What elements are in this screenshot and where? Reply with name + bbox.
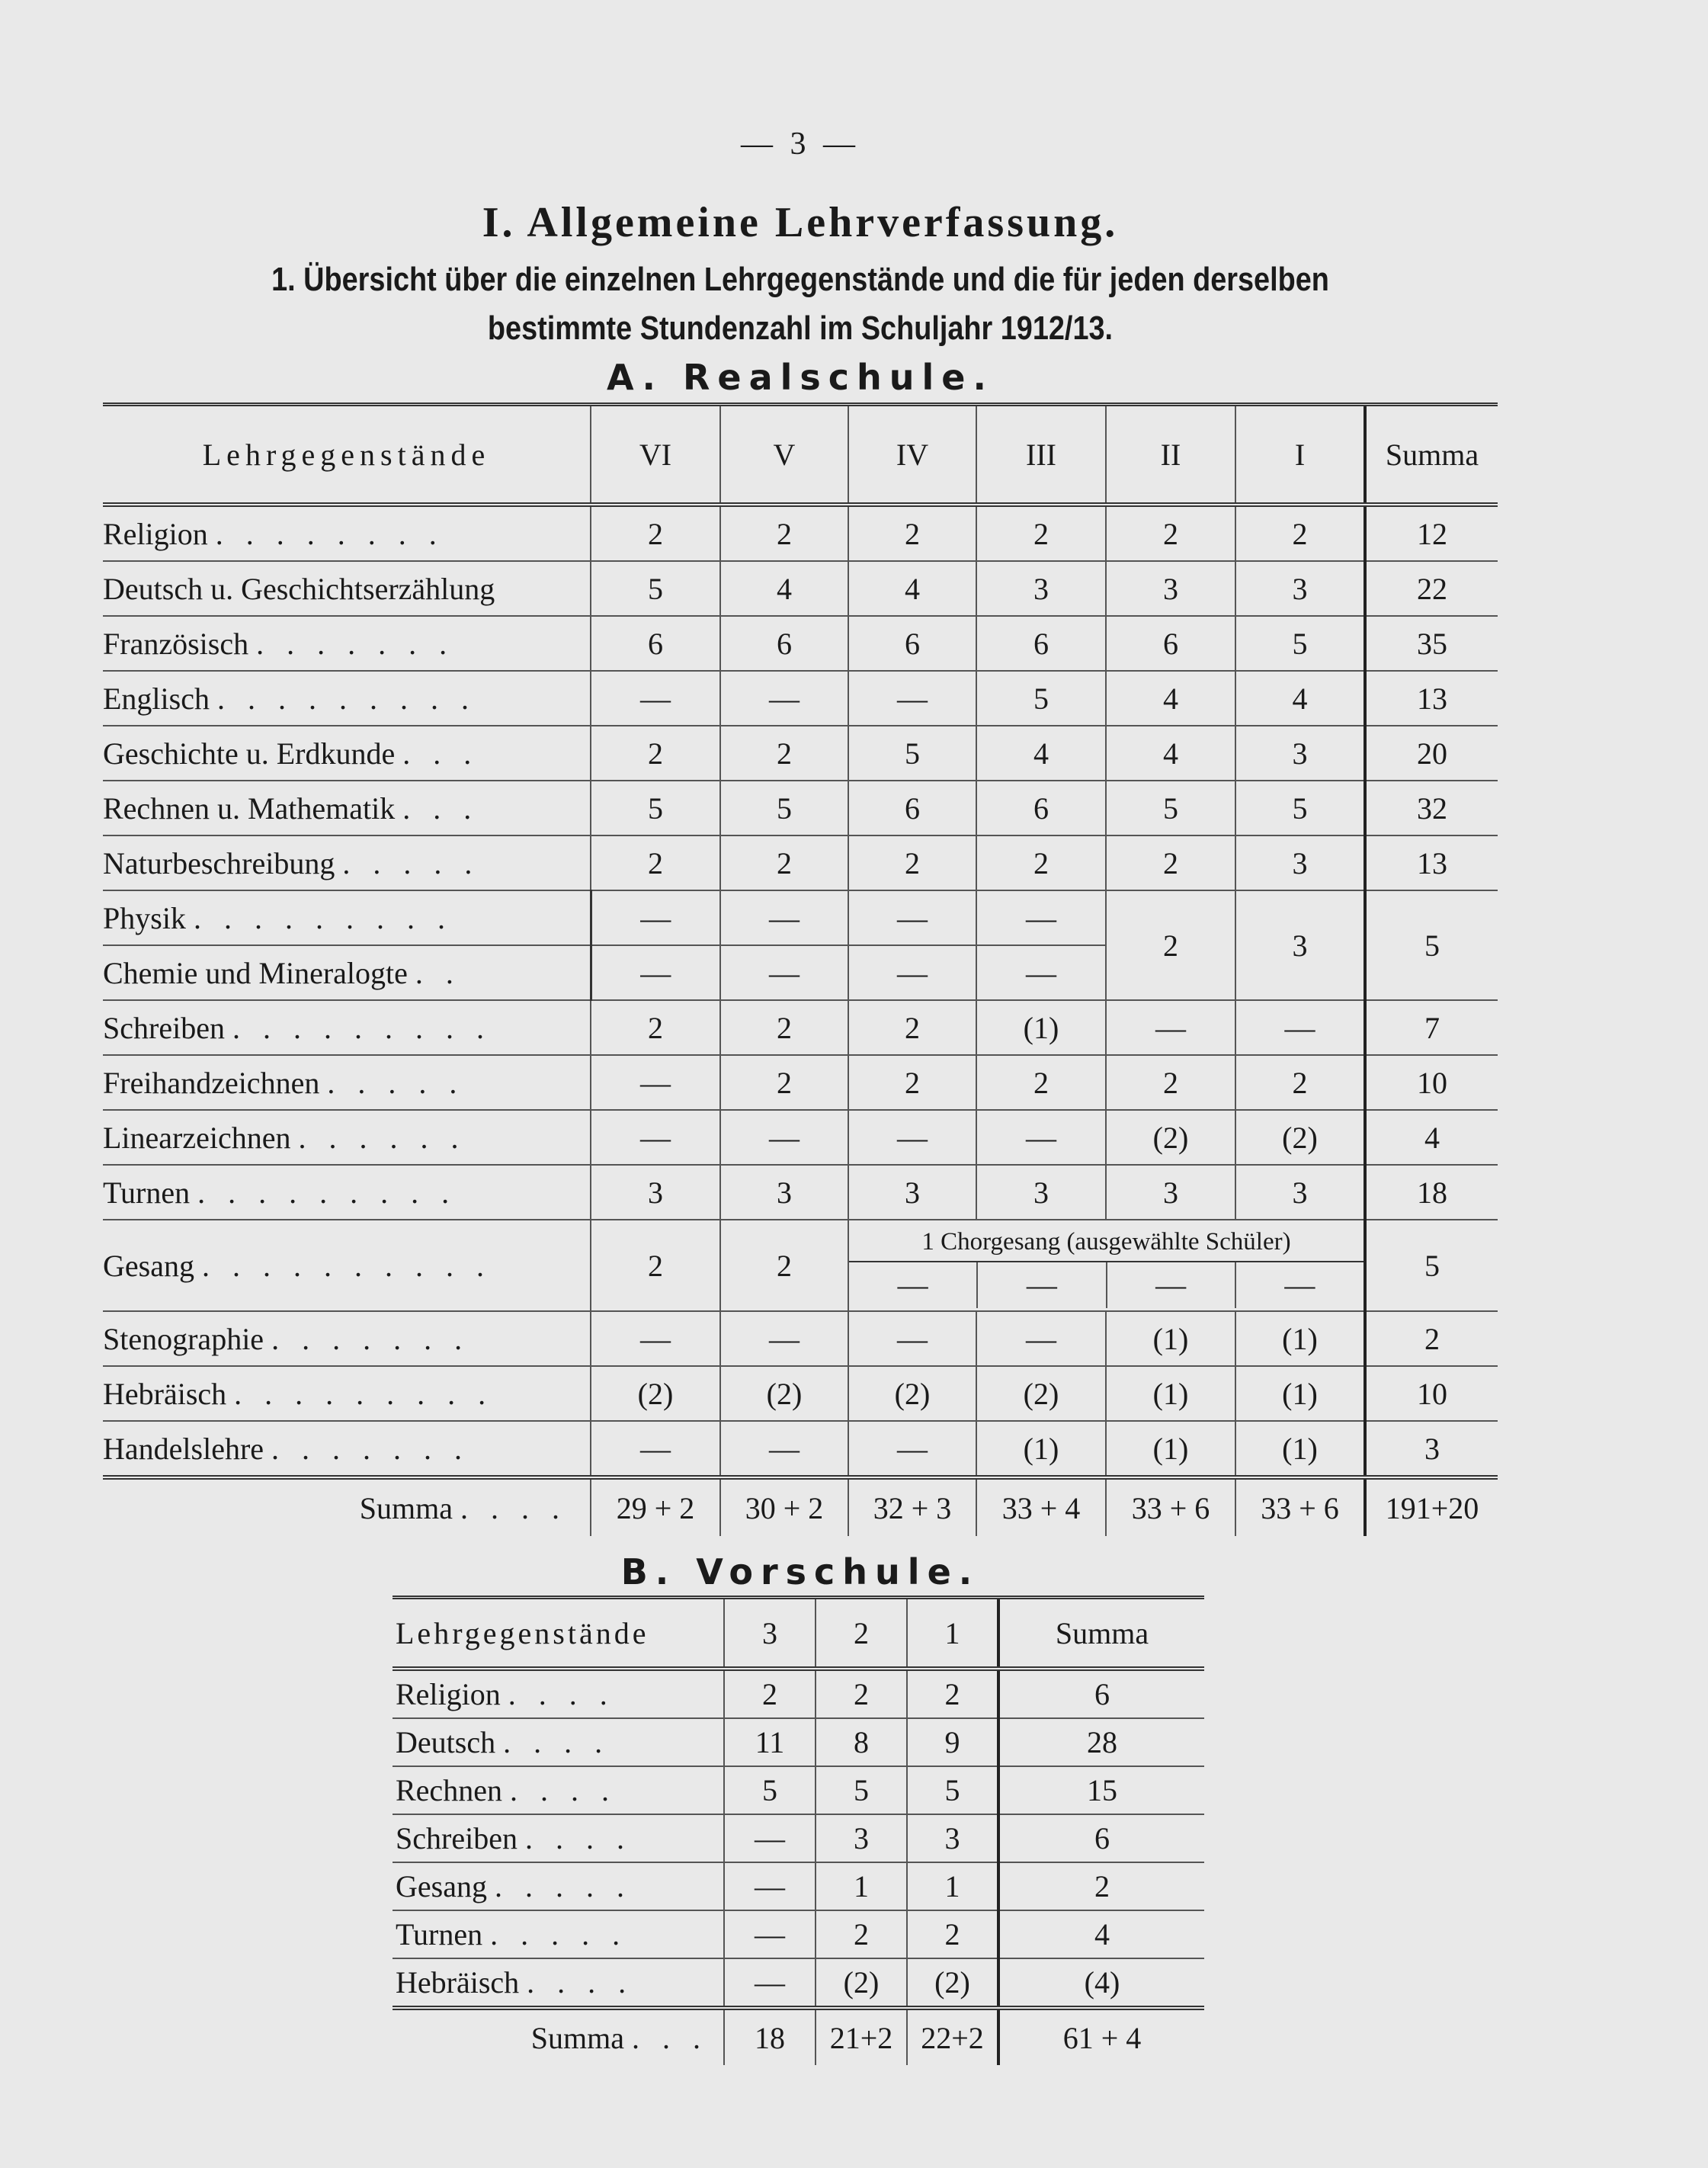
leader-dots: . . . . . . . . . bbox=[197, 1175, 457, 1210]
leader-dots: . . . . bbox=[508, 1677, 615, 1711]
value-cell: 2 bbox=[816, 1669, 907, 1718]
subject-name: Turnen bbox=[103, 1175, 191, 1210]
value-cell: 6 bbox=[720, 616, 848, 671]
value-cell: — bbox=[720, 1421, 848, 1477]
subject-name: Religion bbox=[103, 516, 208, 551]
leader-dots: . . bbox=[415, 955, 461, 990]
subject-cell bbox=[103, 1000, 591, 1055]
sum-cell-shared: 5 bbox=[1365, 890, 1498, 1000]
sum-cell: 4 bbox=[998, 1910, 1204, 1958]
subject-cell bbox=[103, 505, 591, 561]
value-cell: 3 bbox=[907, 1814, 998, 1862]
value-cell: 2 bbox=[720, 505, 848, 561]
subtitle bbox=[210, 255, 1390, 353]
value-cell: — bbox=[848, 1110, 976, 1165]
value-cell: 5 bbox=[976, 671, 1106, 726]
sum-cell: 20 bbox=[1365, 726, 1498, 781]
leader-dots: . . . . . . . bbox=[256, 626, 455, 661]
subject-name: Rechnen bbox=[396, 1773, 502, 1807]
value-cell: 6 bbox=[848, 616, 976, 671]
value-cell: 2 bbox=[591, 1220, 720, 1311]
leader-dots: . . . bbox=[402, 791, 479, 826]
value-cell: — bbox=[897, 1268, 928, 1302]
subject-name: Deutsch bbox=[396, 1725, 496, 1759]
table-row-schreiben bbox=[393, 1814, 1204, 1862]
summa-value-cell: 29 + 2 bbox=[591, 1477, 720, 1536]
table-row-rechnen-u-mathematik bbox=[103, 781, 1498, 835]
value-cell: — bbox=[1235, 1262, 1364, 1308]
value-cell: 2 bbox=[720, 1000, 848, 1055]
value-cell: 2 bbox=[591, 835, 720, 890]
value-cell: 2 bbox=[720, 726, 848, 781]
sum-cell: 2 bbox=[998, 1862, 1204, 1910]
leader-dots: . . . . bbox=[527, 1965, 634, 2000]
subject-cell bbox=[393, 1910, 724, 1958]
value-cell: 2 bbox=[1235, 1055, 1365, 1110]
sum-cell: (4) bbox=[998, 1958, 1204, 2008]
vorschule-table bbox=[393, 1596, 1204, 2065]
value-cell: (1) bbox=[1235, 1366, 1365, 1421]
subject-cell bbox=[103, 1110, 591, 1165]
sum-cell: 32 bbox=[1365, 781, 1498, 835]
value-cell: 5 bbox=[720, 781, 848, 835]
table-row-geschichte-u-erdkunde bbox=[103, 726, 1498, 781]
value-cell: — bbox=[976, 1110, 1106, 1165]
summa-value-cell: 33 + 4 bbox=[976, 1477, 1106, 1536]
value-cell: (1) bbox=[1106, 1421, 1235, 1477]
sum-cell: 35 bbox=[1365, 616, 1498, 671]
sum-cell: 3 bbox=[1365, 1421, 1498, 1477]
chorgesang-values bbox=[849, 1261, 1364, 1308]
subject-name: Schreiben bbox=[396, 1821, 518, 1855]
subject-cell bbox=[103, 945, 591, 1000]
subject-cell bbox=[393, 1669, 724, 1718]
value-cell: 2 bbox=[907, 1669, 998, 1718]
table-row-schreiben bbox=[103, 1000, 1498, 1055]
sum-cell: 22 bbox=[1365, 561, 1498, 616]
sum-cell: 12 bbox=[1365, 505, 1498, 561]
leader-dots: . . . . . bbox=[494, 1869, 632, 1903]
value-cell: 2 bbox=[591, 726, 720, 781]
value-cell: 3 bbox=[1235, 835, 1365, 890]
header-class-vi: VI bbox=[591, 405, 720, 505]
header-class-v: V bbox=[720, 405, 848, 505]
leader-dots: . . . . . bbox=[327, 1065, 465, 1100]
value-cell: — bbox=[720, 890, 848, 945]
leader-dots: . . . . bbox=[503, 1725, 610, 1759]
subject-name: Gesang bbox=[396, 1869, 487, 1903]
value-cell: — bbox=[1235, 1000, 1365, 1055]
summa-label-cell bbox=[103, 1477, 591, 1536]
leader-dots: . . . . . . bbox=[298, 1120, 466, 1155]
value-cell: (2) bbox=[591, 1366, 720, 1421]
sum-cell: 13 bbox=[1365, 835, 1498, 890]
value-cell: 4 bbox=[1235, 671, 1365, 726]
subject-name: Hebräisch bbox=[396, 1965, 520, 2000]
value-cell: 3 bbox=[816, 1814, 907, 1862]
value-cell: 2 bbox=[720, 835, 848, 890]
value-cell: 2 bbox=[591, 505, 720, 561]
summa-label: Summa bbox=[530, 2020, 624, 2055]
table-row-freihandzeichnen bbox=[103, 1055, 1498, 1110]
value-cell: — bbox=[848, 671, 976, 726]
header-lehrgegenstaende: Lehrgegenstände bbox=[103, 405, 591, 505]
value-cell: (2) bbox=[720, 1366, 848, 1421]
table-row-deutsch bbox=[393, 1718, 1204, 1766]
table-row-summa bbox=[103, 1477, 1498, 1536]
sum-cell: 18 bbox=[1365, 1165, 1498, 1220]
value-cell: 11 bbox=[724, 1718, 816, 1766]
subject-cell bbox=[103, 616, 591, 671]
value-cell: — bbox=[848, 890, 976, 945]
leader-dots: . . . . . . . bbox=[271, 1431, 470, 1466]
header-class-iv: IV bbox=[848, 405, 976, 505]
subject-cell bbox=[393, 1766, 724, 1814]
value-cell: 5 bbox=[591, 781, 720, 835]
value-cell: 1 bbox=[816, 1862, 907, 1910]
leader-dots: . . . . . . . bbox=[271, 1321, 470, 1356]
value-cell: (1) bbox=[1106, 1311, 1235, 1366]
subject-name: Französisch bbox=[103, 626, 249, 661]
header-summa: Summa bbox=[998, 1598, 1204, 1669]
table-row-naturbeschreibung bbox=[103, 835, 1498, 890]
value-cell: — bbox=[720, 945, 848, 1000]
value-cell-shared-ii: 2 bbox=[1106, 890, 1235, 1000]
table-row-turnen bbox=[103, 1165, 1498, 1220]
table-row-linearzeichnen bbox=[103, 1110, 1498, 1165]
value-cell: 2 bbox=[591, 1000, 720, 1055]
value-cell: 8 bbox=[816, 1718, 907, 1766]
subject-cell bbox=[393, 1718, 724, 1766]
value-cell: 2 bbox=[724, 1669, 816, 1718]
chorgesang-note: 1 Chorgesang (ausgewählte Schüler) bbox=[921, 1228, 1291, 1256]
value-cell: 1 bbox=[907, 1862, 998, 1910]
value-cell-shared-i: 3 bbox=[1235, 890, 1365, 1000]
summa-value-cell: 22+2 bbox=[907, 2008, 998, 2065]
leader-dots: . . . . bbox=[509, 1773, 617, 1807]
main-title: I. Allgemeine Lehrverfassung. bbox=[482, 199, 1119, 246]
subject-name: Chemie und Mineralogte bbox=[103, 955, 408, 990]
sum-cell: 2 bbox=[1365, 1311, 1498, 1366]
subject-name: Deutsch u. Geschichtserzählung bbox=[103, 571, 495, 606]
chorgesang-cell bbox=[848, 1220, 1365, 1311]
value-cell: (1) bbox=[1235, 1421, 1365, 1477]
value-cell: 4 bbox=[976, 726, 1106, 781]
summa-value-cell: 30 + 2 bbox=[720, 1477, 848, 1536]
subject-cell bbox=[103, 1055, 591, 1110]
header-class-1: 1 bbox=[907, 1598, 998, 1669]
table-row-handelslehre bbox=[103, 1421, 1498, 1477]
value-cell: — bbox=[976, 1262, 1105, 1308]
leader-dots: . . . . bbox=[460, 1490, 567, 1525]
value-cell: — bbox=[720, 671, 848, 726]
realschule-table bbox=[103, 402, 1498, 1536]
value-cell: 6 bbox=[591, 616, 720, 671]
table-row-gesang bbox=[393, 1862, 1204, 1910]
table-row-rechnen bbox=[393, 1766, 1204, 1814]
value-cell: — bbox=[724, 1814, 816, 1862]
value-cell: 5 bbox=[816, 1766, 907, 1814]
value-cell: 9 bbox=[907, 1718, 998, 1766]
value-cell: 2 bbox=[907, 1910, 998, 1958]
subject-name: Linearzeichnen bbox=[103, 1120, 291, 1155]
value-cell: 3 bbox=[1106, 1165, 1235, 1220]
subject-name: Rechnen u. Mathematik bbox=[103, 791, 396, 826]
header-class-3: 3 bbox=[724, 1598, 816, 1669]
table-row-turnen bbox=[393, 1910, 1204, 1958]
sum-cell: 15 bbox=[998, 1766, 1204, 1814]
sum-cell: 10 bbox=[1365, 1055, 1498, 1110]
sum-cell: 13 bbox=[1365, 671, 1498, 726]
value-cell: 5 bbox=[1235, 781, 1365, 835]
value-cell: 2 bbox=[848, 1000, 976, 1055]
value-cell: (2) bbox=[1106, 1110, 1235, 1165]
value-cell: — bbox=[724, 1910, 816, 1958]
leader-dots: . . . bbox=[632, 2020, 708, 2055]
table-row-religion bbox=[103, 505, 1498, 561]
table-row-englisch bbox=[103, 671, 1498, 726]
value-cell: 3 bbox=[1235, 1165, 1365, 1220]
value-cell: — bbox=[591, 1110, 720, 1165]
value-cell: 2 bbox=[1106, 505, 1235, 561]
header-class-ii: II bbox=[1106, 405, 1235, 505]
value-cell: 3 bbox=[1235, 561, 1365, 616]
subject-name: Handelslehre bbox=[103, 1431, 264, 1466]
subject-cell bbox=[103, 726, 591, 781]
value-cell: — bbox=[848, 1311, 976, 1366]
subtitle-line-1: 1. Übersicht über die einzelnen Lehrgegenstände und die für jeden derselben bbox=[271, 261, 1329, 298]
value-cell: 3 bbox=[976, 561, 1106, 616]
subject-cell bbox=[393, 1862, 724, 1910]
value-cell: 5 bbox=[591, 561, 720, 616]
header-class-iii: III bbox=[976, 405, 1106, 505]
table-row-stenographie bbox=[103, 1311, 1498, 1366]
summa-value-cell: 33 + 6 bbox=[1106, 1477, 1235, 1536]
sum-cell: 7 bbox=[1365, 1000, 1498, 1055]
value-cell: (2) bbox=[976, 1366, 1106, 1421]
subject-name: Gesang bbox=[103, 1248, 194, 1283]
value-cell: (1) bbox=[976, 1000, 1106, 1055]
leader-dots: . . . . . . . . . bbox=[216, 681, 476, 716]
value-cell: 2 bbox=[848, 835, 976, 890]
table-row-hebräisch bbox=[103, 1366, 1498, 1421]
value-cell: (1) bbox=[976, 1421, 1106, 1477]
summa-total-cell: 191+20 bbox=[1365, 1477, 1498, 1536]
value-cell: — bbox=[724, 1958, 816, 2008]
value-cell: — bbox=[591, 890, 720, 945]
sum-cell: 28 bbox=[998, 1718, 1204, 1766]
value-cell: — bbox=[1106, 1262, 1235, 1308]
value-cell: 3 bbox=[720, 1165, 848, 1220]
value-cell: 5 bbox=[1106, 781, 1235, 835]
table-row-deutsch-u-geschichtserzählung bbox=[103, 561, 1498, 616]
sum-cell: 6 bbox=[998, 1814, 1204, 1862]
leader-dots: . . . bbox=[402, 736, 479, 771]
vorschule-header-row bbox=[393, 1598, 1204, 1669]
vorschule-title: B. Vorschule. bbox=[620, 1551, 980, 1592]
realschule-header-row bbox=[103, 405, 1498, 505]
value-cell: (2) bbox=[816, 1958, 907, 2008]
leader-dots: . . . . . bbox=[490, 1917, 628, 1952]
summa-value-cell: 21+2 bbox=[816, 2008, 907, 2065]
value-cell: 2 bbox=[720, 1055, 848, 1110]
value-cell: 2 bbox=[848, 1055, 976, 1110]
value-cell: 5 bbox=[1235, 616, 1365, 671]
leader-dots: . . . . . bbox=[342, 845, 480, 880]
value-cell: 2 bbox=[720, 1220, 848, 1311]
value-cell: 2 bbox=[976, 505, 1106, 561]
header-class-2: 2 bbox=[816, 1598, 907, 1669]
subject-name: Schreiben bbox=[103, 1010, 225, 1045]
subtitle-line-2: bestimmte Stundenzahl im Schuljahr 1912/13. bbox=[487, 309, 1114, 347]
value-cell: 6 bbox=[976, 781, 1106, 835]
table-row-summa bbox=[393, 2008, 1204, 2065]
leader-dots: . . . . bbox=[524, 1821, 632, 1855]
value-cell: 3 bbox=[591, 1165, 720, 1220]
sum-cell: 6 bbox=[998, 1669, 1204, 1718]
table-row-physik bbox=[103, 890, 1498, 945]
value-cell: — bbox=[848, 945, 976, 1000]
value-cell: 2 bbox=[816, 1910, 907, 1958]
leader-dots: . . . . . . . . . bbox=[232, 1010, 492, 1045]
value-cell: — bbox=[1106, 1000, 1235, 1055]
subject-cell bbox=[103, 835, 591, 890]
subject-cell bbox=[393, 1814, 724, 1862]
value-cell: 3 bbox=[848, 1165, 976, 1220]
value-cell: — bbox=[848, 1421, 976, 1477]
value-cell: — bbox=[720, 1311, 848, 1366]
value-cell: 6 bbox=[1106, 616, 1235, 671]
leader-dots: . . . . . . . . . bbox=[234, 1376, 494, 1411]
value-cell: — bbox=[591, 1421, 720, 1477]
value-cell: (1) bbox=[1106, 1366, 1235, 1421]
subject-cell bbox=[103, 1165, 591, 1220]
table-row-französisch bbox=[103, 616, 1498, 671]
value-cell: 4 bbox=[720, 561, 848, 616]
value-cell: 3 bbox=[976, 1165, 1106, 1220]
value-cell: 5 bbox=[724, 1766, 816, 1814]
value-cell: 2 bbox=[976, 1055, 1106, 1110]
header-summa: Summa bbox=[1365, 405, 1498, 505]
page-number: — 3 — bbox=[741, 127, 860, 162]
value-cell: — bbox=[591, 1311, 720, 1366]
subject-name: Physik bbox=[103, 900, 186, 935]
value-cell: — bbox=[976, 945, 1106, 1000]
summa-label: Summa bbox=[359, 1490, 453, 1525]
value-cell: — bbox=[976, 1311, 1106, 1366]
table-row-gesang bbox=[103, 1220, 1498, 1311]
value-cell: 5 bbox=[848, 726, 976, 781]
header-lehrgegenstaende: Lehrgegenstände bbox=[393, 1598, 724, 1669]
value-cell: 2 bbox=[1106, 1055, 1235, 1110]
leader-dots: . . . . . . . . . bbox=[193, 900, 453, 935]
value-cell: 6 bbox=[848, 781, 976, 835]
subject-name: Turnen bbox=[396, 1917, 483, 1952]
subject-name: Englisch bbox=[103, 681, 210, 716]
subject-name: Hebräisch bbox=[103, 1376, 227, 1411]
summa-total-cell: 61 + 4 bbox=[998, 2008, 1204, 2065]
value-cell: — bbox=[724, 1862, 816, 1910]
table-row-religion bbox=[393, 1669, 1204, 1718]
subject-cell bbox=[103, 1311, 591, 1366]
subject-cell bbox=[103, 1421, 591, 1477]
realschule-title: A. Realschule. bbox=[607, 357, 994, 398]
value-cell: — bbox=[720, 1110, 848, 1165]
value-cell: (2) bbox=[1235, 1110, 1365, 1165]
subject-name: Freihandzeichnen bbox=[103, 1065, 320, 1100]
summa-label-cell bbox=[393, 2008, 724, 2065]
value-cell: — bbox=[591, 671, 720, 726]
value-cell: 2 bbox=[976, 835, 1106, 890]
subject-cell bbox=[103, 1220, 591, 1311]
sum-cell: 4 bbox=[1365, 1110, 1498, 1165]
value-cell: (2) bbox=[848, 1366, 976, 1421]
sum-cell: 5 bbox=[1365, 1220, 1498, 1311]
value-cell: 6 bbox=[976, 616, 1106, 671]
subject-name: Religion bbox=[396, 1677, 501, 1711]
leader-dots: . . . . . . . . . . bbox=[201, 1248, 492, 1283]
table-row-hebräisch bbox=[393, 1958, 1204, 2008]
value-cell: (1) bbox=[1235, 1311, 1365, 1366]
summa-value-cell: 32 + 3 bbox=[848, 1477, 976, 1536]
summa-value-cell: 33 + 6 bbox=[1235, 1477, 1365, 1536]
value-cell: — bbox=[591, 1055, 720, 1110]
subject-cell bbox=[103, 890, 591, 945]
value-cell: 2 bbox=[1106, 835, 1235, 890]
value-cell: 4 bbox=[1106, 671, 1235, 726]
header-class-i: I bbox=[1235, 405, 1365, 505]
subject-name: Geschichte u. Erdkunde bbox=[103, 736, 396, 771]
leader-dots: . . . . . . . . bbox=[215, 516, 444, 551]
subject-cell bbox=[103, 781, 591, 835]
subject-cell bbox=[103, 561, 591, 616]
value-cell: 2 bbox=[848, 505, 976, 561]
value-cell: 3 bbox=[1235, 726, 1365, 781]
sum-cell: 10 bbox=[1365, 1366, 1498, 1421]
subject-cell bbox=[103, 1366, 591, 1421]
value-cell: 5 bbox=[907, 1766, 998, 1814]
subject-name: Stenographie bbox=[103, 1321, 264, 1356]
value-cell: (2) bbox=[907, 1958, 998, 2008]
subject-cell bbox=[393, 1958, 724, 2008]
summa-value-cell: 18 bbox=[724, 2008, 816, 2065]
value-cell: 4 bbox=[848, 561, 976, 616]
value-cell: — bbox=[591, 945, 720, 1000]
value-cell: 4 bbox=[1106, 726, 1235, 781]
value-cell: — bbox=[976, 890, 1106, 945]
value-cell: 2 bbox=[1235, 505, 1365, 561]
subject-name: Naturbeschreibung bbox=[103, 845, 335, 880]
subject-cell bbox=[103, 671, 591, 726]
value-cell: 3 bbox=[1106, 561, 1235, 616]
